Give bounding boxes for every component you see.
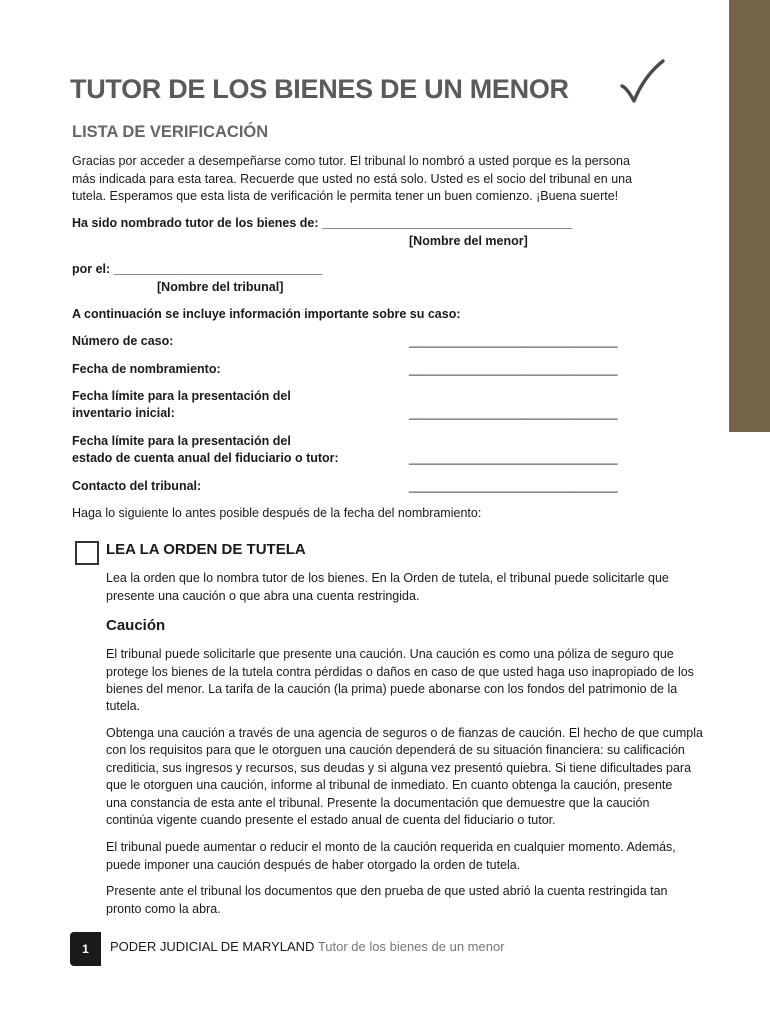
court-contact-line: ______________________________ xyxy=(409,479,618,493)
footer-org: PODER JUDICIAL DE MARYLAND xyxy=(110,939,315,954)
paragraph-line: Obtenga una caución a través de una agencia de seguros o de fianzas de caución. El hecho de que cumpla xyxy=(106,726,703,740)
section-intro: presente una caución o que abra una cuenta restringida. xyxy=(106,589,420,603)
court-contact-label: Contacto del tribunal: xyxy=(72,479,202,493)
footer xyxy=(110,939,505,954)
appointed-field: Ha sido nombrado tutor de los bienes de: ____________________________________ xyxy=(72,216,573,230)
paragraph-line: pronto como la abra. xyxy=(106,902,221,916)
page-subtitle: LISTA DE VERIFICACIÓN xyxy=(72,123,269,141)
paragraph-line: una constancia de esta ante el tribunal. Presente la documentación que demuestre que la caución xyxy=(106,796,650,810)
case-number-label: Número de caso: xyxy=(72,334,174,348)
info-intro: A continuación se incluye información importante sobre su caso: xyxy=(72,307,461,321)
checklist-checkbox[interactable] xyxy=(75,541,99,565)
court-name-caption: [Nombre del tribunal] xyxy=(157,280,284,294)
paragraph-line: protege los bienes de la tutela contra pérdidas o daños en caso de que usted haga uso inapropiado de los xyxy=(106,665,694,679)
case-number-line: ______________________________ xyxy=(409,334,618,348)
paragraph-line: crediticia, sus ingresos y recursos, sus deudas y si alguna vez presentó quiebra. Si tiene dificultades para xyxy=(106,761,692,775)
page-title: TUTOR DE LOS BIENES DE UN MENOR xyxy=(70,74,569,104)
court-field: por el: ______________________________ xyxy=(72,262,323,276)
footer-doc-title: Tutor de los bienes de un menor xyxy=(317,939,505,954)
inventory-deadline-label: inventario inicial: xyxy=(72,406,175,420)
minor-name-caption: [Nombre del menor] xyxy=(409,234,528,248)
paragraph-line: tutela. xyxy=(106,699,141,713)
intro-line: más indicada para esta tarea. Recuerde que usted no está solo. Usted es el socio del tribunal en una xyxy=(72,172,633,186)
annual-account-deadline-line: ______________________________ xyxy=(409,451,618,465)
annual-account-deadline-label: Fecha límite para la presentación del xyxy=(72,434,291,448)
inventory-deadline-label: Fecha límite para la presentación del xyxy=(72,389,291,403)
inventory-deadline-line: ______________________________ xyxy=(409,406,618,420)
checkmark-icon xyxy=(618,58,666,108)
side-tab xyxy=(729,0,770,432)
paragraph-line: Presente ante el tribunal los documentos que den prueba de que usted abrió la cuenta restringida tan xyxy=(106,884,668,898)
section-intro: Lea la orden que lo nombra tutor de los bienes. En la Orden de tutela, el tribunal puede solicitarle que xyxy=(106,571,669,585)
after-appointment-text: Haga lo siguiente lo antes posible después de la fecha del nombramiento: xyxy=(72,506,482,520)
appointment-date-label: Fecha de nombramiento: xyxy=(72,362,221,376)
page-number: 1 xyxy=(70,932,101,966)
subheading-caucion: Caución xyxy=(106,617,166,634)
paragraph-line: que le otorguen una caución, informe al tribunal de inmediato. En cuanto obtenga la caución, presente xyxy=(106,778,673,792)
section-heading: LEA LA ORDEN DE TUTELA xyxy=(106,541,306,558)
annual-account-deadline-label: estado de cuenta anual del fiduciario o tutor: xyxy=(72,451,339,465)
intro-line: tutela. Esperamos que esta lista de verificación le permita tener un buen comienzo. ¡Buena suerte! xyxy=(72,189,619,203)
paragraph-line: El tribunal puede solicitarle que presente una caución. Una caución es como una póliza de seguro que xyxy=(106,647,674,661)
paragraph-line: El tribunal puede aumentar o reducir el monto de la caución requerida en cualquier momento. Además, xyxy=(106,840,676,854)
paragraph-line: continúa vigente cuando presente el estado anual de cuenta del fiduciario o tutor. xyxy=(106,813,556,827)
paragraph-line: bienes del menor. La tarifa de la caución (la prima) puede abonarse con los fondos del patrimonio de la xyxy=(106,682,678,696)
intro-line: Gracias por acceder a desempeñarse como tutor. El tribunal lo nombró a usted porque es la persona xyxy=(72,154,630,168)
paragraph-line: puede imponer una caución después de haber otorgado la orden de tutela. xyxy=(106,858,521,872)
paragraph-line: con los requisitos para que le otorguen una caución dependerá de su situación financiera: su calificación xyxy=(106,743,685,757)
appointment-date-line: ______________________________ xyxy=(409,362,618,376)
